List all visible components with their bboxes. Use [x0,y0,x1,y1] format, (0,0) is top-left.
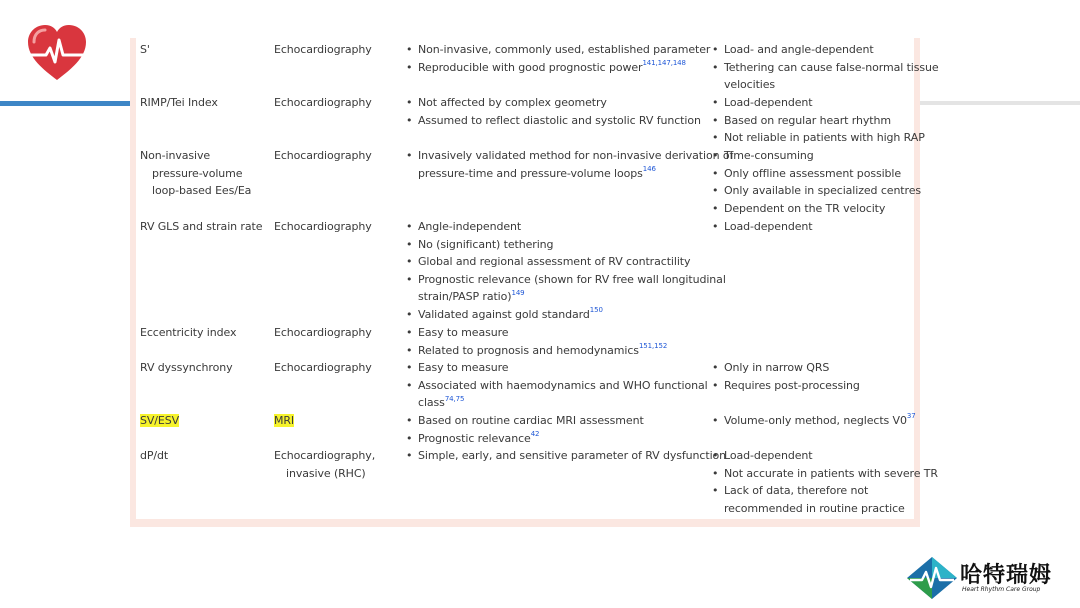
method: Echocardiography [274,149,372,162]
advantage-item: • Validated against gold standard$^{150}$ [406,306,696,324]
limitation-item: • Only offline assessment possible [712,165,912,183]
reference-superscript: 141,147,148 [642,58,686,67]
advantage-item: • Based on routine cardiac MRI assessment [406,412,696,430]
reference-superscript: 149 [511,288,525,297]
accent-divider-left [0,101,130,106]
limitation-item-continuation: velocities [724,78,776,92]
reference-superscript: 151,152 [638,341,668,350]
parameter-name: Eccentricity index [140,326,237,339]
reference-superscript: 146 [642,164,656,173]
reference-superscript: 74,75 [444,394,465,403]
logo-chinese-name: 哈特瑞姆 [960,563,1053,588]
method-continuation: invasive (RHC) [286,466,366,480]
advantage-item: • Angle-independent [406,218,696,236]
method: Echocardiography [274,220,372,233]
heart-icon [26,24,88,82]
parameter-name-highlighted: SV/ESV [140,414,180,427]
advantage-item: • Prognostic relevance$^{42}$ [406,430,696,448]
limitation-item: • Load-dependent [712,218,912,236]
advantage-item: • Non-invasive, commonly used, established parameter [406,41,696,59]
limitation-item: • Load-dependent [712,94,912,112]
parameter-name: S' [140,43,150,56]
brand-logo [906,556,1056,598]
advantage-item: • Simple, early, and sensitive parameter of RV dysfunction [406,447,696,465]
method: Echocardiography [274,361,372,374]
method-highlighted: MRI [274,414,295,427]
parameter-name: RV dyssynchrony [140,361,233,374]
limitation-item: • Tethering can cause false-normal tissue [712,59,912,77]
limitation-item: • Only in narrow QRS [712,359,912,377]
limitation-item: • Requires post-processing [712,377,912,395]
limitation-item: • Based on regular heart rhythm [712,112,912,130]
limitation-item: • Not reliable in patients with high RAP [712,129,912,147]
limitation-item: • Time-consuming [712,147,912,165]
advantage-item: • Prognostic relevance (shown for RV free wall longitudinal [406,271,696,289]
advantage-item: • No (significant) tethering [406,236,696,254]
advantage-item: • Not affected by complex geometry [406,94,696,112]
advantage-item: • Assumed to reflect diastolic and systolic RV function [406,112,696,130]
parameter-name-continuation: pressure-volume [152,166,243,180]
limitation-item: • Not accurate in patients with severe TR [712,465,912,483]
table-panel [130,38,939,527]
advantage-item-continuation: strain/PASP ratio)$^{149}$ [418,288,525,304]
advantage-item: • Invasively validated method for non-invasive derivation of [406,147,696,165]
parameter-name: Non-invasive [140,149,211,162]
advantage-item: • Easy to measure [406,324,696,342]
method: Echocardiography [274,326,372,339]
parameter-name: RIMP/Tei Index [140,96,218,109]
limitation-item: • Lack of data, therefore not [712,482,912,500]
advantage-item-continuation: pressure-time and pressure-volume loops$^{146}$ [418,164,656,180]
limitation-item: • Dependent on the TR velocity [712,200,912,218]
reference-superscript: 37 [906,412,916,421]
method: Echocardiography, [274,449,376,462]
limitation-item: • Load-dependent [712,447,912,465]
accent-divider-right [920,101,1080,105]
limitation-item: • Volume-only method, neglects $V0^{37}$ [712,412,912,430]
reference-superscript: 42 [530,429,540,438]
advantage-item: • Easy to measure [406,359,696,377]
advantage-item: • Reproducible with good prognostic power$^{141,147,148}$ [406,59,696,77]
logo-mark-icon [906,556,958,600]
reference-superscript: 150 [589,306,603,315]
parameter-name: RV GLS and strain rate [140,220,263,233]
parameter-name: dP/dt [140,449,169,462]
advantage-item-continuation: class$^{74,75}$ [418,394,465,410]
method: Echocardiography [274,43,372,56]
advantage-item: • Global and regional assessment of RV contractility [406,253,696,271]
limitation-item-continuation: recommended in routine practice [724,501,905,515]
parameter-name-continuation: loop-based Ees/Ea [152,184,252,198]
logo-english-name: Heart Rhythm Care Group [962,586,1041,593]
table-body [136,38,939,519]
advantage-item: • Related to prognosis and hemodynamics$^{151,152}$ [406,342,696,360]
limitation-item: • Load- and angle-dependent [712,41,912,59]
advantage-item: • Associated with haemodynamics and WHO functional [406,377,696,395]
limitation-item: • Only available in specialized centres [712,182,912,200]
method: Echocardiography [274,96,372,109]
